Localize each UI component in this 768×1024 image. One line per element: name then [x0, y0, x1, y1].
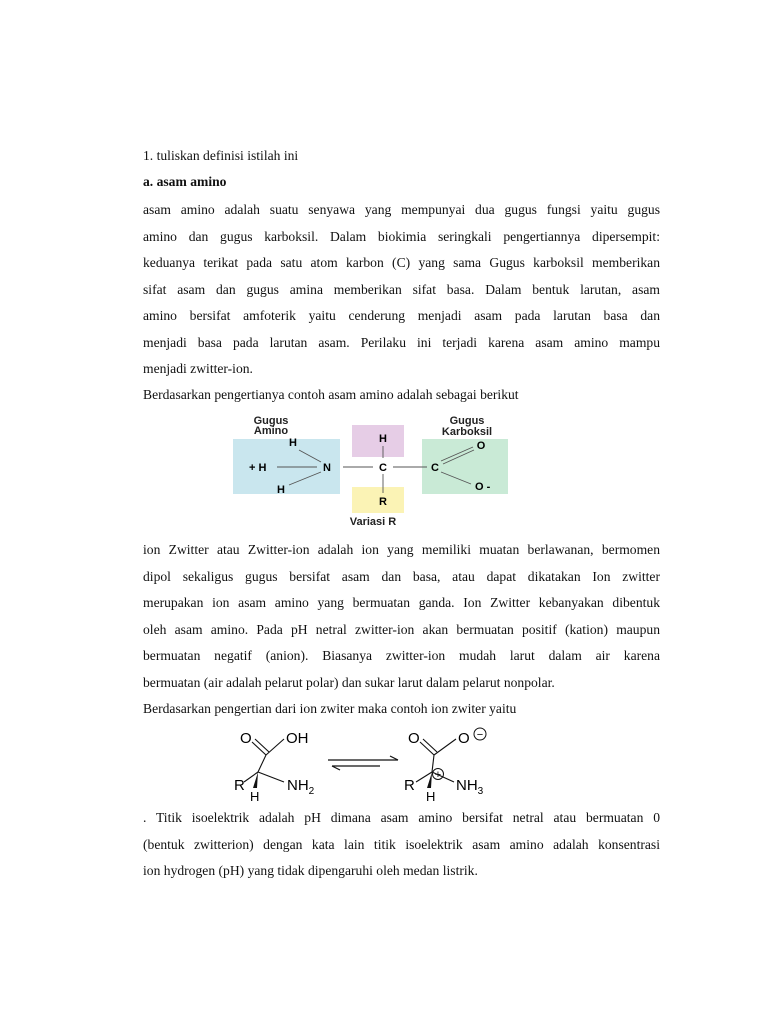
para1-line: asam amino adalah suatu senyawa yang mempunyai dua gugus fungsi yaitu gugus	[143, 202, 660, 217]
para1-line: sifat asam dan gugus amina memberikan sifat basa. Dalam bentuk larutan, asam	[143, 282, 660, 297]
para1-line: menjadi basa pada larutan asam. Perilaku ini terjadi karena asam amino mampu	[143, 335, 660, 350]
equilibrium-arrows	[328, 756, 398, 770]
para2-line: dipol sekaligus gugus bersifat asam dan basa, atau dapat dikatakan Ion zwitter	[143, 569, 660, 584]
atom-r: R	[379, 496, 387, 508]
atom-h-center: H	[379, 433, 387, 445]
para3-line: . Titik isoelektrik adalah pH dimana asam amino bersifat netral atau bermuatan 0	[143, 810, 660, 825]
atom-o-bottom: O -	[475, 481, 491, 493]
para1-line: amino dan gugus karboksil. Dalam biokimia seringkali pengertiannya dipersempit:	[143, 229, 660, 244]
question-text: 1. tuliskan definisi istilah ini	[143, 148, 299, 163]
left-oh: OH	[286, 730, 309, 747]
right-nh: $NH_3$	[456, 777, 484, 797]
atom-h-plus: + H	[249, 462, 267, 474]
section-heading: a. asam amino	[143, 174, 227, 189]
amino-acid-structure-figure	[233, 411, 510, 531]
para3-line: ion hydrogen (pH) yang tidak dipengaruhi oleh medan listrik.	[143, 863, 478, 878]
para2-line: merupakan ion asam amino yang bermuatan ganda. Ion Zwitter kebanyakan dibentuk	[143, 595, 660, 610]
atom-h-bottom: H	[277, 484, 285, 496]
negative-charge: −	[476, 729, 484, 741]
atom-h-top: H	[289, 437, 297, 449]
atom-c-center: C	[379, 462, 387, 474]
right-o2: O	[458, 730, 470, 747]
r-box	[352, 487, 404, 513]
para2-line: ion Zwitter atau Zwitter-ion adalah ion yang memiliki muatan berlawanan, bermomen	[143, 542, 660, 557]
para2-line: oleh asam amino. Pada pH netral zwitter-ion akan bermuatan positif (kation) maupun	[143, 622, 660, 637]
right-h: H	[426, 789, 436, 804]
example2-intro: Berdasarkan pengertian dari ion zwiter maka contoh ion zwiter yaitu	[143, 701, 517, 716]
carboxyl-label-2: Karboksil	[441, 426, 493, 438]
right-r: R	[404, 777, 415, 794]
para1-line: amino bersifat amfoterik yaitu cenderung menjadi asam pada larutan basa dan	[143, 308, 660, 323]
para2-line: bermuatan negatif (anion). Biasanya zwitter-ion mudah larut dalam air karena	[143, 648, 660, 663]
left-h: H	[250, 789, 260, 804]
left-nh: $NH_2$	[287, 777, 315, 797]
positive-charge: +	[434, 769, 442, 781]
amino-label-1: Gugus	[253, 415, 289, 427]
para1-line: keduanya terikat pada satu atom karbon (C) yang sama Gugus karboksil memberikan	[143, 255, 660, 270]
carboxyl-label-1: Gugus	[449, 415, 485, 427]
h-box	[352, 425, 404, 457]
example1-intro: Berdasarkan pengertianya contoh asam amino adalah sebagai berikut	[143, 387, 519, 402]
zwitterion-equilibrium-figure	[228, 726, 498, 804]
right-o: O	[408, 730, 420, 747]
para1-line: menjadi zwitter-ion.	[143, 361, 253, 376]
para2-line: bermuatan (air adalah pelarut polar) dan sukar larut dalam pelarut nonpolar.	[143, 675, 555, 690]
left-o: O	[240, 730, 252, 747]
atom-n: N	[323, 462, 331, 474]
atom-o-top: O	[476, 440, 486, 452]
atom-c-carboxyl: C	[431, 462, 439, 474]
left-r: R	[234, 777, 245, 794]
variasi-r-label: Variasi R	[349, 516, 397, 528]
amino-label-2: Amino	[253, 425, 289, 437]
para3-line: (bentuk zwitterion) dengan kata lain titik isoelektrik asam amino adalah konsentrasi	[143, 837, 660, 852]
